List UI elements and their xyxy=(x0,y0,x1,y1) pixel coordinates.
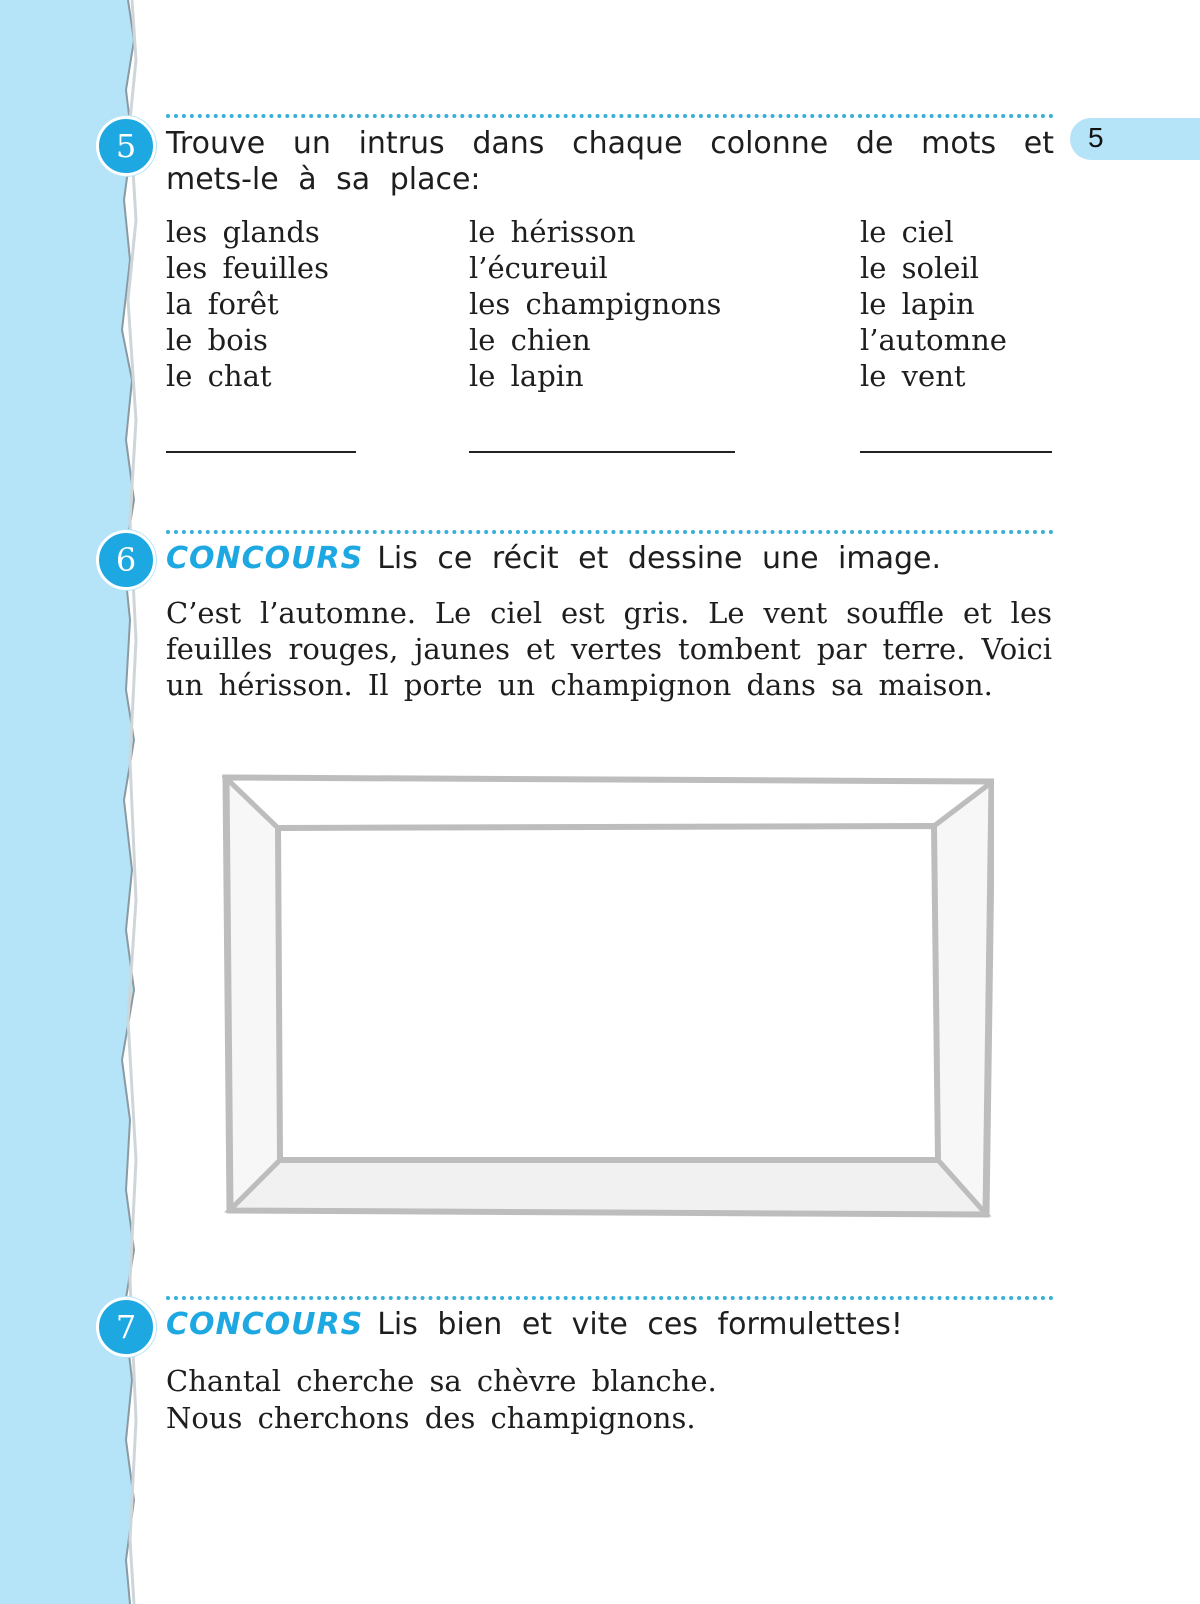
story-text: C’est l’automne. Le ciel est gris. Le vent souffle et les feuilles rouges, jaunes et vertes tombent par terre. Voici un hérisson. Il porte un champignon dans sa maison. xyxy=(166,596,1052,702)
answer-line-3[interactable] xyxy=(860,451,1052,453)
word-item: les champignons xyxy=(469,287,722,321)
tongue-twisters xyxy=(166,1363,1052,1437)
word-item: les glands xyxy=(166,215,320,249)
exercise-6-instruction: Lis ce récit et dessine une image. xyxy=(377,541,942,576)
answer-line-1[interactable] xyxy=(166,451,356,453)
section-divider xyxy=(166,530,1054,534)
word-column-3 xyxy=(860,214,1007,394)
exercise-number-badge: 7 xyxy=(96,1297,156,1357)
word-item: la forêt xyxy=(166,287,279,321)
word-item: le chat xyxy=(166,359,272,393)
concours-label: CONCOURS xyxy=(166,541,364,576)
word-column-1 xyxy=(166,214,329,394)
word-column-2 xyxy=(469,214,721,394)
word-item: le hérisson xyxy=(469,215,636,249)
exercise-7-heading xyxy=(166,1307,1054,1343)
concours-label: CONCOURS xyxy=(166,1307,364,1342)
exercise-7-instruction: Lis bien et vite ces formulettes! xyxy=(377,1307,903,1342)
section-divider xyxy=(166,1296,1054,1300)
torn-paper-edge xyxy=(108,0,148,1604)
page-number: 5 xyxy=(1088,122,1104,153)
word-item: l’écureuil xyxy=(469,251,608,285)
word-item: le chien xyxy=(469,323,591,357)
drawing-frame[interactable] xyxy=(222,774,994,1220)
exercise-number-badge: 6 xyxy=(96,530,156,590)
word-item: l’automne xyxy=(860,323,1007,357)
word-item: le soleil xyxy=(860,251,979,285)
word-item: le bois xyxy=(166,323,268,357)
word-item: le lapin xyxy=(860,287,975,321)
word-item: le vent xyxy=(860,359,966,393)
tongue-twister-line: Nous cherchons des champignons. xyxy=(166,1401,696,1435)
exercise-5-instruction: Trouve un intrus dans chaque colonne de mots et mets-le à sa place: xyxy=(166,126,1054,197)
exercise-number-badge: 5 xyxy=(96,116,156,176)
word-item: les feuilles xyxy=(166,251,329,285)
answer-line-2[interactable] xyxy=(469,451,735,453)
word-item: le lapin xyxy=(469,359,584,393)
exercise-6-heading xyxy=(166,541,1054,577)
word-item: le ciel xyxy=(860,215,954,249)
tongue-twister-line: Chantal cherche sa chèvre blanche. xyxy=(166,1364,717,1398)
section-divider xyxy=(166,114,1054,118)
